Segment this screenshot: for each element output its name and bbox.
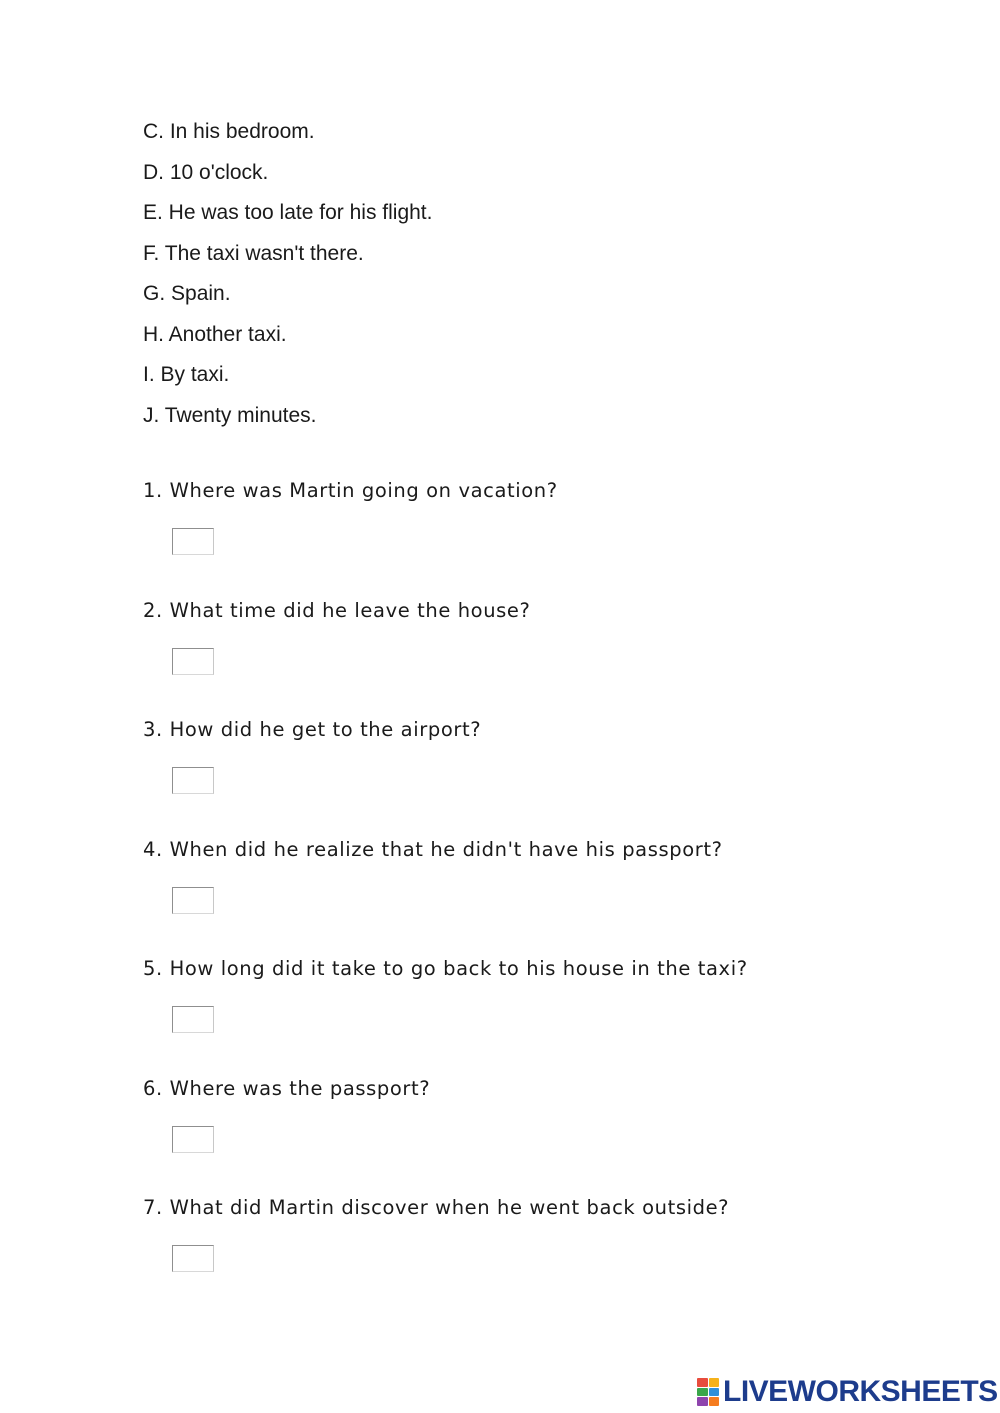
answer-option-h: H. Another taxi. [143,322,287,346]
logo-block [709,1397,720,1406]
question-4-text: 4. When did he realize that he didn't have his passport? [143,837,723,861]
question-3 [143,715,748,835]
logo-block [709,1388,720,1397]
brand-name: LIVEWORKSHEETS [723,1375,998,1408]
question-7 [143,1193,748,1313]
logo-block [709,1378,720,1387]
question-2 [143,596,748,716]
question-6 [143,1074,748,1194]
question-5-text: 5. How long did it take to go back to his house in the taxi? [143,957,748,980]
question-4-answer-input[interactable] [172,887,214,914]
liveworksheets-logo[interactable] [697,1376,998,1408]
answer-option-d: D. 10 o'clock. [143,160,269,184]
question-6-answer-input[interactable] [172,1126,214,1153]
question-7-answer-input[interactable] [172,1245,214,1272]
question-1-text: 1. Where was Martin going on vacation? [143,479,558,502]
question-2-answer-input[interactable] [172,648,214,675]
question-7-text: 7. What did Martin discover when he went back outside? [143,1196,730,1219]
liveworksheets-logo-icon [697,1378,719,1406]
logo-block [697,1397,708,1406]
logo-block [697,1378,708,1387]
logo-block [697,1388,708,1397]
answer-option-g: G. Spain. [143,282,231,305]
question-6-text: 6. Where was the passport? [143,1076,431,1100]
question-5 [143,954,748,1074]
question-3-text: 3. How did he get to the airport? [143,718,482,741]
answer-options-list [143,116,432,440]
question-5-answer-input[interactable] [172,1006,214,1033]
answer-option-f: F. The taxi wasn't there. [143,241,364,265]
answer-option-c: C. In his bedroom. [143,120,315,143]
answer-option-e: E. He was too late for his flight. [143,201,433,224]
question-3-answer-input[interactable] [172,767,214,794]
question-1-answer-input[interactable] [172,528,214,555]
question-1 [143,476,748,596]
question-2-text: 2. What time did he leave the house? [143,598,531,622]
questions-list [143,476,748,1313]
question-4 [143,835,748,955]
answer-option-i: I. By taxi. [143,363,230,386]
answer-option-j: J. Twenty minutes. [143,403,317,427]
